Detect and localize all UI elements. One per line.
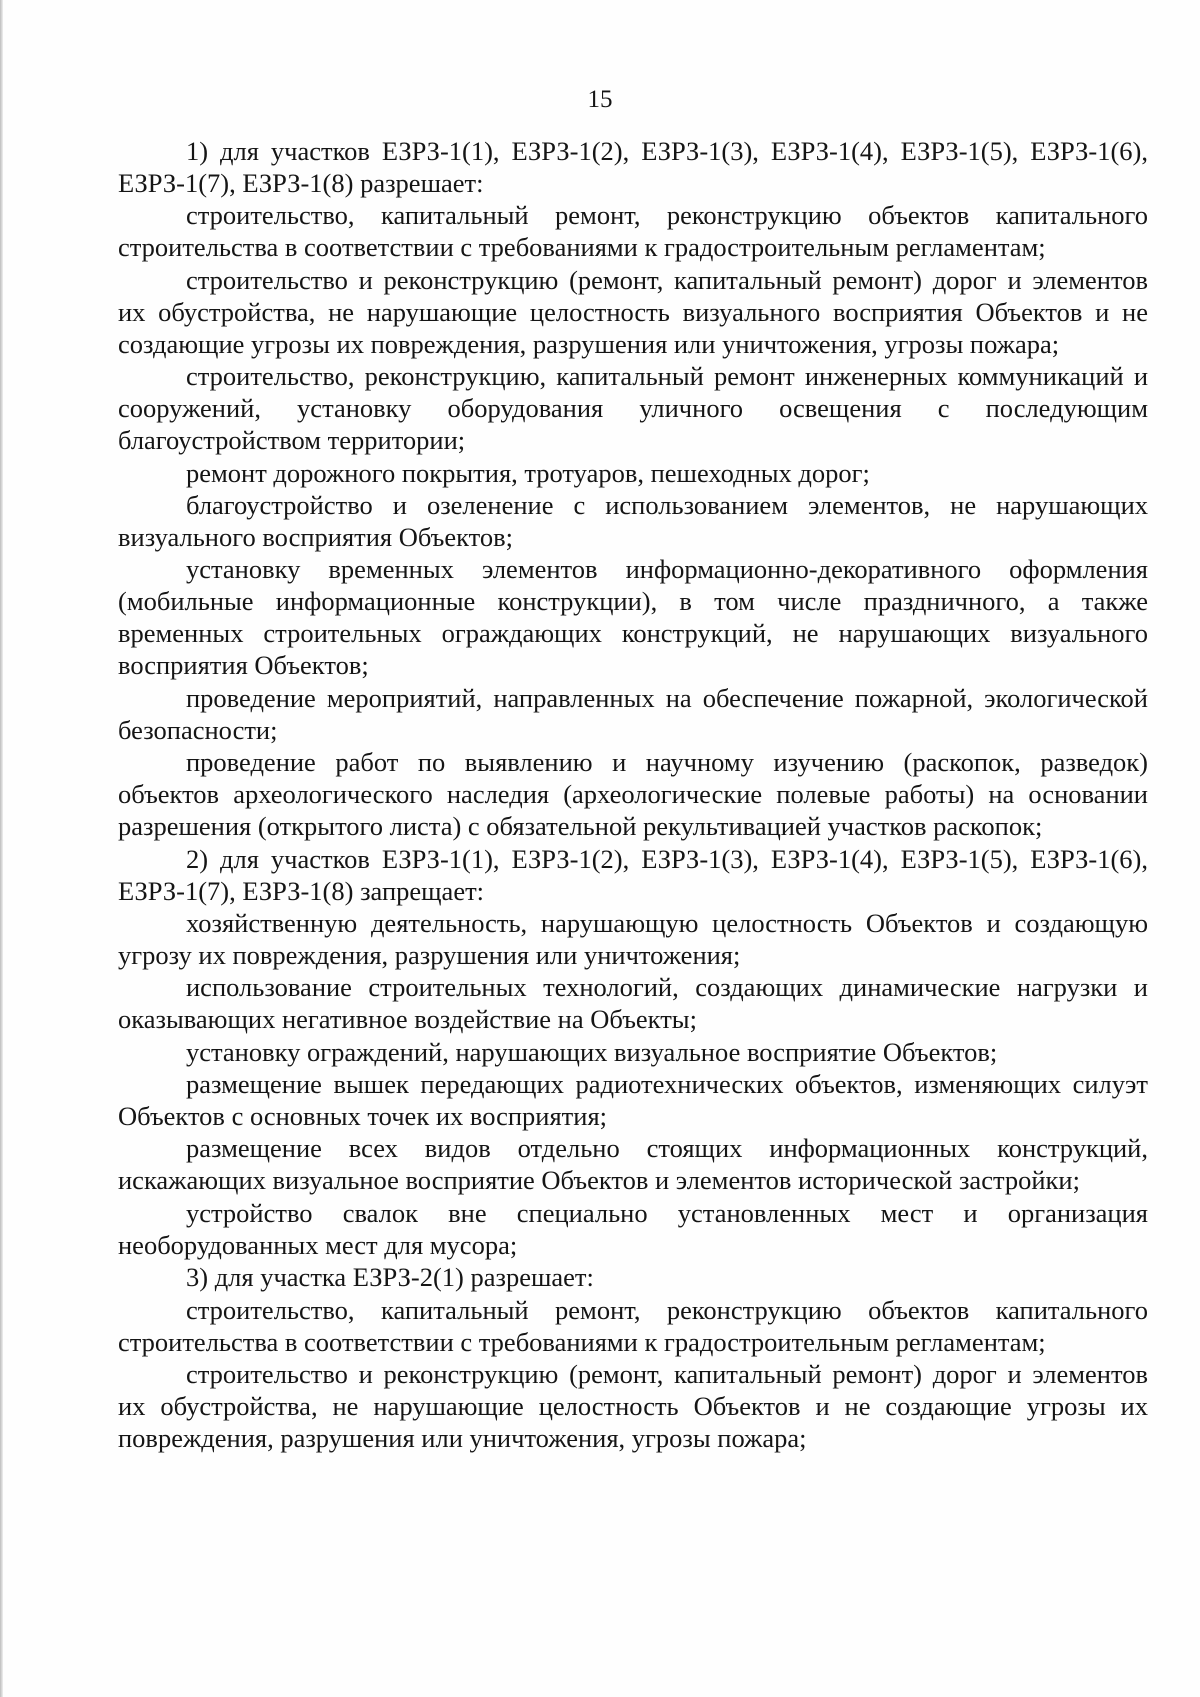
paragraph-item-2-prohibits-heading: 2) для участков ЕЗРЗ-1(1), ЕЗРЗ-1(2), ЕЗРЗ-1(3), ЕЗРЗ-1(4), ЕЗРЗ-1(5), ЕЗРЗ-1(6), ЕЗРЗ-1(7), ЕЗРЗ-1(8) запрещает: [118, 843, 1148, 906]
paragraph-information-structures: размещение всех видов отдельно стоящих информационных конструкций, искажающих визуальное восприятие Объектов и элементов исторической застройки; [118, 1133, 1148, 1196]
paragraph-landscaping: благоустройство и озеленение с использованием элементов, не нарушающих визуального восприятия Объектов; [118, 489, 1148, 552]
paragraph-capital-construction-2: строительство, капитальный ремонт, реконструкцию объектов капитального строительства в соответствии с требованиями к градостроительным регламентам; [118, 1294, 1148, 1357]
paragraph-item-3-permits-heading: 3) для участка ЕЗРЗ-2(1) разрешает: [186, 1262, 594, 1293]
paragraph-archaeological-works: проведение работ по выявлению и научному изучению (раскопок, разведок) объектов археологического наследия (археологические полевые работы) на основании разрешения (открытого листа) с обязательной рекультивацией участков раскопок; [118, 747, 1148, 842]
paragraph-capital-construction: строительство, капитальный ремонт, реконструкцию объектов капитального строительства в соответствии с требованиями к градостроительным регламентам; [118, 200, 1148, 263]
paragraph-radio-towers: размещение вышек передающих радиотехнических объектов, изменяющих силуэт Объектов с основных точек их восприятия; [118, 1069, 1148, 1132]
paragraph-road-construction: строительство и реконструкцию (ремонт, капитальный ремонт) дорог и элементов их обустройства, не нарушающие целостность визуального восприятия Объектов и не создающие угрозы их повреждения, разрушения или уничтожения, угрозы пожара; [118, 264, 1148, 359]
paragraph-fencing: установку ограждений, нарушающих визуальное восприятие Объектов; [186, 1036, 998, 1067]
document-body [118, 135, 1148, 1454]
paragraph-road-construction-2: строительство и реконструкцию (ремонт, капитальный ремонт) дорог и элементов их обустройства, не нарушающие целостность Объектов и не создающие угрозы их повреждения, разрушения или уничтожения, угрозы пожара; [118, 1359, 1148, 1454]
paragraph-economic-activity: хозяйственную деятельность, нарушающую целостность Объектов и создающую угрозу их повреждения, разрушения или уничтожения; [118, 907, 1148, 970]
paragraph-dumps: устройство свалок вне специально установленных мест и организация необорудованных мест для мусора; [118, 1197, 1148, 1260]
paragraph-engineering-communications: строительство, реконструкцию, капитальный ремонт инженерных коммуникаций и сооружений, установку оборудования уличного освещения с последующим благоустройством территории; [118, 361, 1148, 456]
paragraph-item-1-permits-heading: 1) для участков ЕЗРЗ-1(1), ЕЗРЗ-1(2), ЕЗРЗ-1(3), ЕЗРЗ-1(4), ЕЗРЗ-1(5), ЕЗРЗ-1(6), ЕЗРЗ-1(7), ЕЗРЗ-1(8) разрешает: [118, 136, 1148, 198]
paragraph-temporary-elements: установку временных элементов информационно-декоративного оформления (мобильные информационные конструкции), в том числе праздничного, а также временных строительных ограждающих конструкций, не нарушающих визуального восприятия Объектов; [118, 554, 1148, 681]
paragraph-fire-safety-measures: проведение мероприятий, направленных на обеспечение пожарной, экологической безопасности; [118, 682, 1148, 745]
page-number: 15 [587, 86, 613, 113]
scan-page-edge [0, 0, 3, 1697]
paragraph-road-repair: ремонт дорожного покрытия, тротуаров, пешеходных дорог; [186, 457, 870, 488]
paragraph-construction-technologies: использование строительных технологий, создающих динамические нагрузки и оказывающих негативное воздействие на Объекты; [118, 972, 1148, 1035]
